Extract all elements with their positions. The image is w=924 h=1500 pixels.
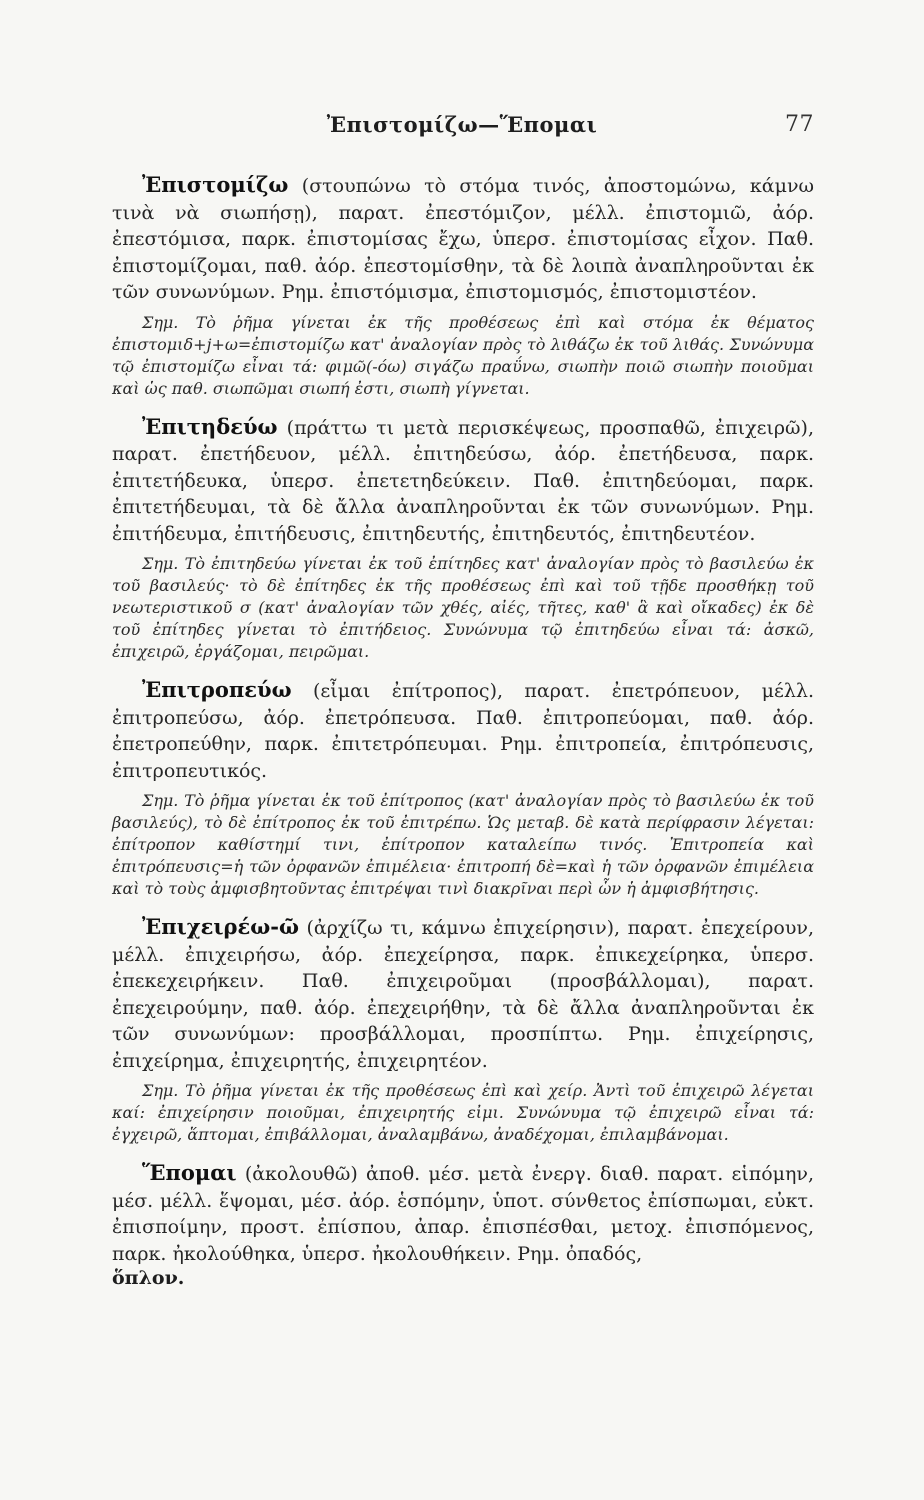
dictionary-entry	[112, 914, 814, 1146]
entry-text: (ἀρχίζω τι, κάμνω ἐπιχείρησιν), παρατ. ἐπεχείρουν, μέλλ. ἐπιχειρήσω, ἀόρ. ἐπεχείρησα, παρκ. ἐπικεχείρηκα, ὑπερσ. ἐπεκεχειρήκειν. Παθ. ἐπιχειροῦμαι (προσβάλλομαι), παρατ. ἐπεχειρούμην, παθ. ἀόρ. ἐπεχειρήθην, τὰ δὲ ἄλλα ἀναπληροῦνται ἐκ τῶν συνωνύμων: προσβάλλομαι, προσπίπτω. Ρημ. ἐπιχείρησις, ἐπιχείρημα, ἐπιχειρητής, ἐπιχειρητέον.	[112, 917, 814, 1072]
entry-lemma: Ἕπομαι	[142, 1160, 237, 1185]
entry-text: (στουπώνω τὸ στόμα τινός, ἀποστομώνω, κάμνω τινὰ νὰ σιωπήσῃ), παρατ. ἐπεστόμιζον, μέλλ. ἐπιστομιῶ, ἀόρ. ἐπεστόμισα, παρκ. ἐπιστομίσας ἔχω, ὑπερσ. ἐπιστομίσας εἶχον. Παθ. ἐπιστομίζομαι, παθ. ἀόρ. ἐπεστομίσθην, τὰ δὲ λοιπὰ ἀναπληροῦνται ἐκ τῶν συνωνύμων. Ρημ. ἐπιστόμισμα, ἐπιστομισμός, ἐπιστομιστέον.	[112, 175, 814, 303]
entry-body	[112, 172, 814, 306]
entry-text: (ἀκολουθῶ) ἀποθ. μέσ. μετὰ ἐνεργ. διαθ. παρατ. εἱπόμην, μέσ. μέλλ. ἕψομαι, μέσ. ἀόρ. ἑσπόμην, ὑποτ. σύνθετος ἐπίσπωμαι, εὐκτ. ἐπισποίμην, προστ. ἐπίσπου, ἀπαρ. ἐπισπέσθαι, μετοχ. ἐπισπόμενος, παρκ. ἠκολούθηκα, ὑπερσ. ἠκολουθήκειν. Ρημ. ὀπαδός,	[112, 1163, 814, 1265]
entry-note: Σημ. Τὸ ῥῆμα γίνεται ἐκ τῆς προθέσεως ἐπὶ καὶ χείρ. Ἀντὶ τοῦ ἐπιχειρῶ λέγεται καί: ἐπιχείρησιν ποιοῦμαι, ἐπιχειρητής εἰμι. Συνώνυμα τῷ ἐπιχειρῶ εἶναι τά: ἐγχειρῶ, ἅπτομαι, ἐπιβάλλομαι, ἀναλαμβάνω, ἀναδέχομαι, ἐπιλαμβάνομαι.	[112, 1081, 814, 1144]
dictionary-entry	[112, 677, 814, 900]
running-head	[110, 112, 814, 142]
entry-note: Σημ. Τὸ ἐπιτηδεύω γίνεται ἐκ τοῦ ἐπίτηδες κατ' ἀναλογίαν πρὸς τὸ βασιλεύω ἐκ τοῦ βασιλεύς· τὸ δὲ ἐπίτηδες ἐκ τῆς προθέσεως ἐπὶ καὶ τοῦ τῇδε προσθήκῃ τοῦ νεωτεριστικοῦ σ (κατ' ἀναλογίαν τῶν χθές, αἰές, τῆτες, καθ' ἃ καὶ οἴκαδες) ἐκ δὲ τοῦ ἐπίτηδες γίνεται τὸ ἐπιτήδειος. Συνώνυμα τῷ ἐπιτηδεύω εἶναι τά: ἀσκῶ, ἐπιχειρῶ, ἐργάζομαι, πειρῶμαι.	[112, 554, 814, 661]
entry-text: (εἶμαι ἐπίτροπος), παρατ. ἐπετρόπευον, μέλλ. ἐπιτροπεύσω, ἀόρ. ἐπετρόπευσα. Παθ. ἐπιτροπεύομαι, παθ. ἀόρ. ἐπετροπεύθην, παρκ. ἐπιτετρόπευμαι. Ρημ. ἐπιτροπεία, ἐπιτρόπευσις, ἐπιτροπευτικός.	[112, 680, 814, 782]
page-number: 77	[785, 112, 814, 137]
entry-body	[112, 914, 814, 1074]
entry-lemma: Ἐπιχειρέω-ῶ	[142, 914, 299, 939]
dictionary-entry	[112, 172, 814, 400]
entry-lemma: Ἐπιστομίζω	[142, 172, 289, 197]
entry-body	[112, 677, 814, 784]
dictionary-entry	[112, 414, 814, 664]
entry-note: Σημ. Τὸ ῥῆμα γίνεται ἐκ τῆς προθέσεως ἐπὶ καὶ στόμα ἐκ θέματος ἐπιστομιδ+j+ω=ἐπιστομίζω κατ' ἀναλογίαν πρὸς τὸ λιθάζω ἐκ τοῦ λιθάς. Συνώνυμα τῷ ἐπιστομίζω εἶναι τά: φιμῶ(-όω) σιγάζω πραΰνω, σιωπὴν ποιῶ σιωπὴν ποιοῦμαι καὶ ὡς παθ. σιωπῶμαι σιωπή ἐστι, σιωπὴ γίγνεται.	[112, 312, 814, 398]
entry-lemma: Ἐπιτροπεύω	[142, 677, 292, 702]
dictionary-entry	[112, 1160, 814, 1289]
entry-note: Σημ. Τὸ ῥῆμα γίνεται ἐκ τοῦ ἐπίτροπος (κατ' ἀναλογίαν πρὸς τὸ βασιλεύω ἐκ τοῦ βασιλεύς), τὸ δὲ ἐπίτροπος ἐκ τοῦ ἐπιτρέπω. Ὡς μεταβ. δὲ κατὰ περίφρασιν λέγεται: ἐπίτροπον καθίστημί τινι, ἐπίτροπον καταλείπω τινός. Ἐπιτροπεία καὶ ἐπιτρόπευσις=ἡ τῶν ὀρφανῶν ἐπιμέλεια· ἐπιτροπή δὲ=καὶ ἡ τῶν ὀρφανῶν ἐπιμέλεια καὶ τὸ τοὺς ἀμφισβητοῦντας ἐπιτρέψαι τινὶ διακρῖναι περὶ ὧν ἡ ἀμφισβήτησις.	[112, 791, 814, 898]
entry-tail: ὅπλον.	[112, 1267, 185, 1289]
running-head-title: Ἐπιστομίζω—Ἕπομαι	[326, 112, 598, 137]
entry-text: (πράττω τι μετὰ περισκέψεως, προσπαθῶ, ἐπιχειρῶ), παρατ. ἐπετήδευον, μέλλ. ἐπιτηδεύσω, ἀόρ. ἐπετήδευσα, παρκ. ἐπιτετήδευκα, ὑπερσ. ἐπετετηδεύκειν. Παθ. ἐπιτηδεύομαι, παρκ. ἐπιτετήδευμαι, τὰ δὲ ἄλλα ἀναπληροῦνται ἐκ τῶν συνωνύμων. Ρημ. ἐπιτήδευμα, ἐπιτήδευσις, ἐπιτηδευτής, ἐπιτηδευτός, ἐπιτηδευτέον.	[112, 416, 815, 545]
entry-body	[112, 414, 814, 548]
entry-body	[112, 1160, 814, 1267]
entry-lemma: Ἐπιτηδεύω	[142, 413, 278, 439]
page-content	[112, 172, 814, 1303]
